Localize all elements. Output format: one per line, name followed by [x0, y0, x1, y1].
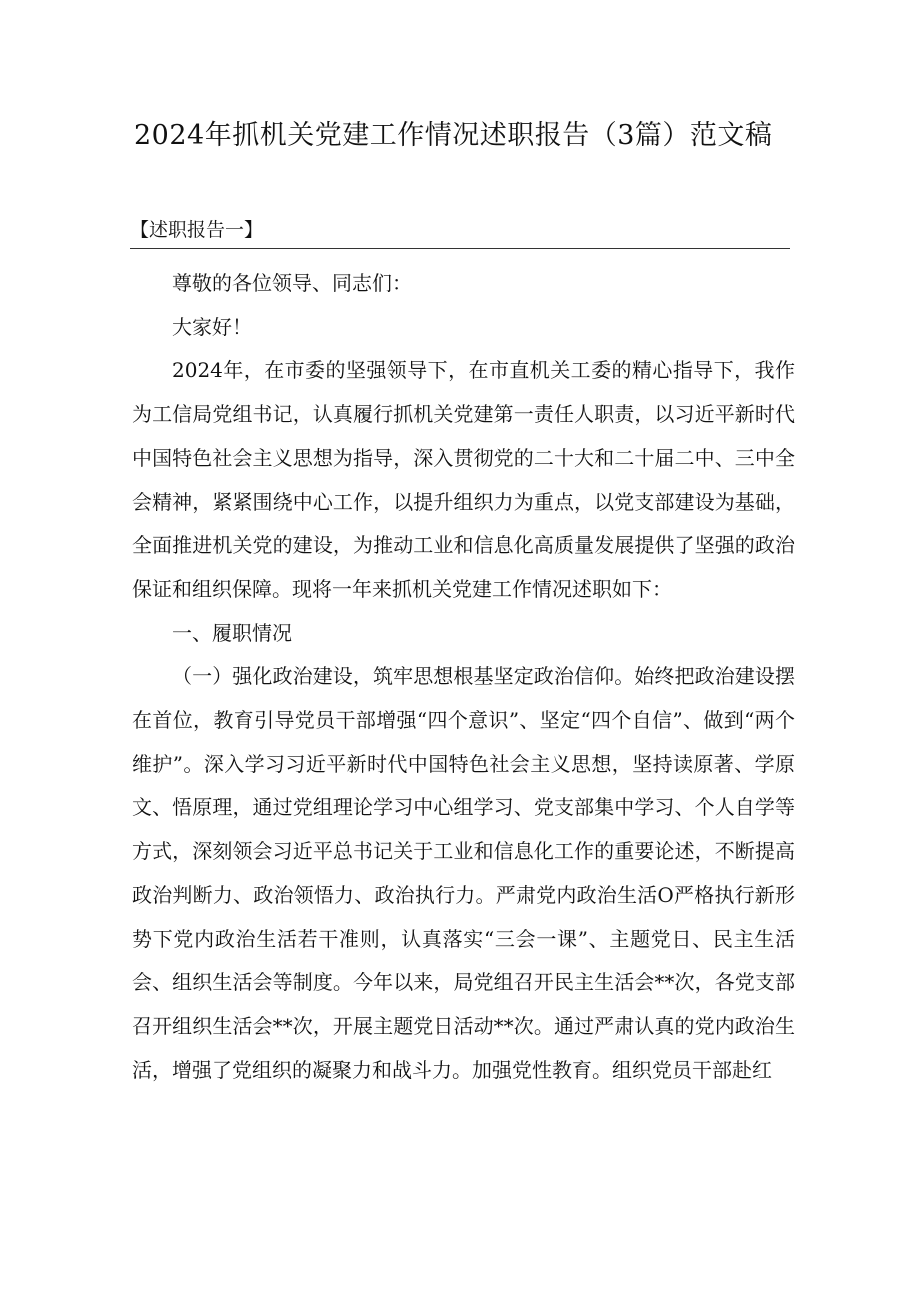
section-heading: 一、履职情况 — [172, 620, 292, 645]
body-paragraph: （一）强化政治建设，筑牢思想根基坚定政治信仰。始终把政治建设摆在首位，教育引导党员干部增强“四个意识”、坚定“四个自信”、做到“两个维护”。深入学习习近平新时代中国特色社会主义思想，坚持读原著、学原文、悟原理，通过党组理论学习中心组学习、党支部集中学习、个人自学等方式，深刻领会习近平总书记关于工业和信息化工作的重要论述，不断提高政治判断力、政治领悟力、政治执行力。严肃党内政治生活O严格执行新形势下党内政治生活若干准则，认真落实“三会一课”、主题党日、民主生活会、组织生活会等制度。今年以来，局党组召开民主生活会**次，各党支部召开组织生活会**次，开展主题党日活动**次。通过严肃认真的党内政治生活，增强了党组织的凝聚力和战斗力。加强党性教育。组织党员干部赴红 — [132, 664, 795, 1082]
greeting: 大家好！ — [172, 314, 252, 339]
salutation: 尊敬的各位领导、同志们： — [172, 271, 412, 295]
intro-paragraph: 2024年，在市委的坚强领导下，在市直机关工委的精心指导下，我作为工信局党组书记，认真履行抓机关党建第一责任人职责，以习近平新时代中国特色社会主义思想为指导，深入贯彻党的二十大和二十届二中、三中全会精神，紧紧围绕中心工作，以提升组织力为重点，以党支部建设为基础，全面推进机关党的建设，为推动工业和信息化高质量发展提供了坚强的政治保证和组织保障。现将一年来抓机关党建工作情况述职如下： — [132, 358, 795, 601]
document-title: 2024年抓机关党建工作情况述职报告（3篇）范文稿 — [134, 120, 773, 151]
document-body — [132, 262, 795, 1092]
section-label: 【述职报告一】 — [130, 212, 790, 249]
